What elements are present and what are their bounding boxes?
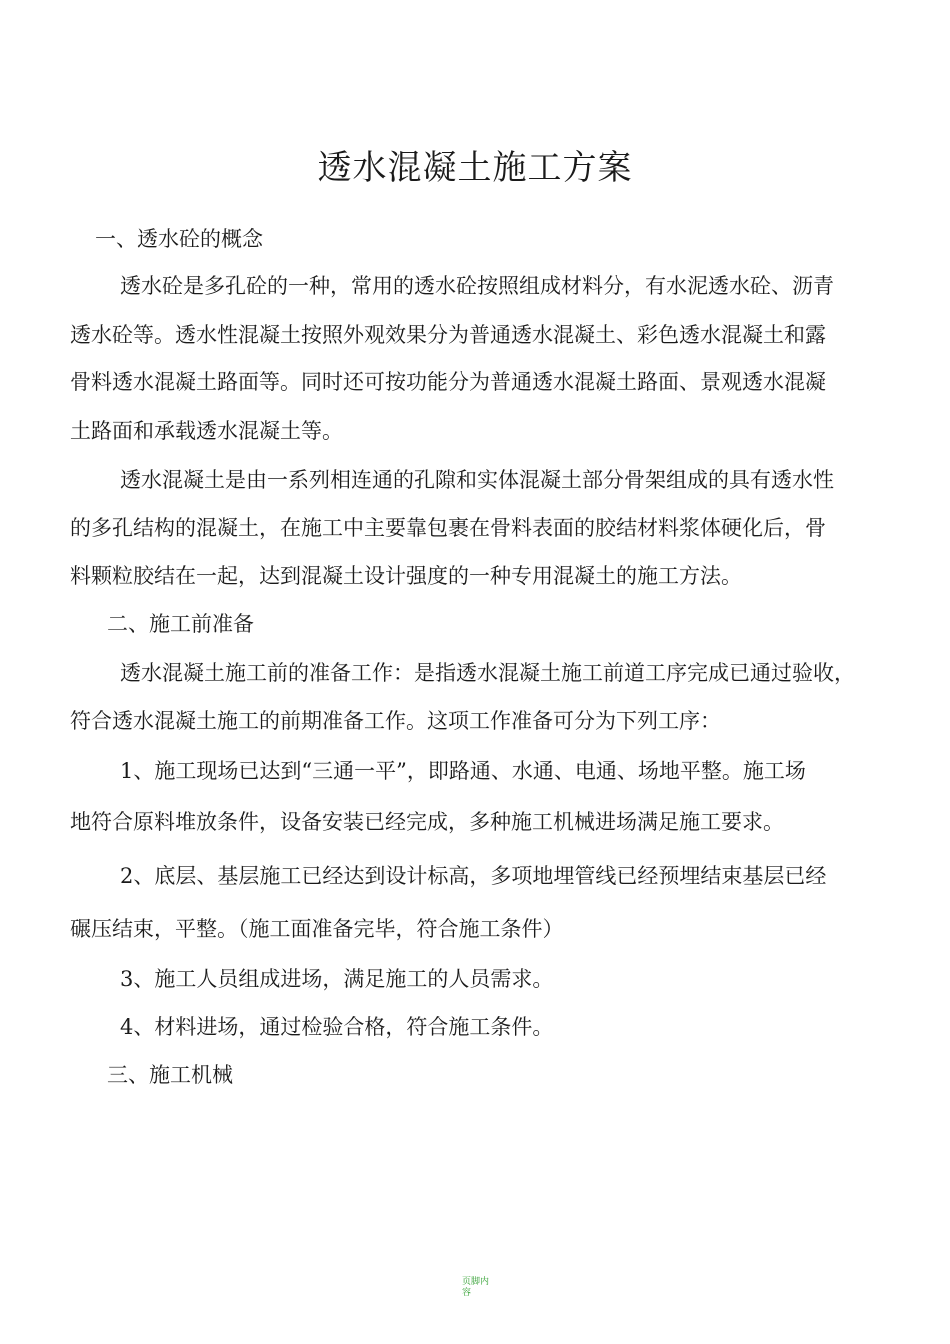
paragraph-line: 土路面和承载透水混凝土等。 [70, 419, 343, 443]
paragraph-line: 透水砼是多孔砼的一种，常用的透水砼按照组成材料分，有水泥透水砼、沥青 [120, 274, 834, 298]
paragraph-line: 骨料透水混凝土路面等。同时还可按功能分为普通透水混凝土路面、景观透水混凝 [70, 370, 826, 394]
paragraph-line: 透水砼等。透水性混凝土按照外观效果分为普通透水混凝土、彩色透水混凝土和露 [70, 323, 826, 347]
list-item-line: 4、材料进场，通过检验合格，符合施工条件。 [120, 1015, 554, 1039]
list-item-line: 3、施工人员组成进场，满足施工的人员需求。 [120, 967, 554, 991]
list-item-line: 地符合原料堆放条件，设备安装已经完成，多种施工机械进场满足施工要求。 [70, 810, 784, 834]
paragraph-line: 料颗粒胶结在一起，达到混凝土设计强度的一种专用混凝土的施工方法。 [70, 564, 742, 588]
paragraph-line: 透水混凝土施工前的准备工作：是指透水混凝土施工前道工序完成已通过验收， [120, 661, 855, 685]
section-heading-3: 三、施工机械 [107, 1063, 233, 1087]
paragraph-line: 符合透水混凝土施工的前期准备工作。这项工作准备可分为下列工序： [70, 709, 721, 733]
list-item-line: 1、施工现场已达到“三通一平”，即路通、水通、电通、场地平整。施工场 [120, 759, 806, 783]
page-footer: 页脚内容 [462, 1277, 490, 1298]
paragraph-line: 透水混凝土是由一系列相连通的孔隙和实体混凝土部分骨架组成的具有透水性 [120, 468, 834, 492]
section-heading-1: 一、透水砼的概念 [95, 227, 263, 251]
list-item-line: 碾压结束，平整。（施工面准备完毕，符合施工条件） [70, 917, 564, 941]
paragraph-line: 的多孔结构的混凝土，在施工中主要靠包裹在骨料表面的胶结材料浆体硬化后，骨 [70, 516, 826, 540]
list-item-line: 2、底层、基层施工已经达到设计标高，多项地埋管线已经预埋结束基层已经 [120, 864, 827, 888]
document-title: 透水混凝土施工方案 [317, 148, 633, 188]
section-heading-2: 二、施工前准备 [107, 612, 254, 636]
